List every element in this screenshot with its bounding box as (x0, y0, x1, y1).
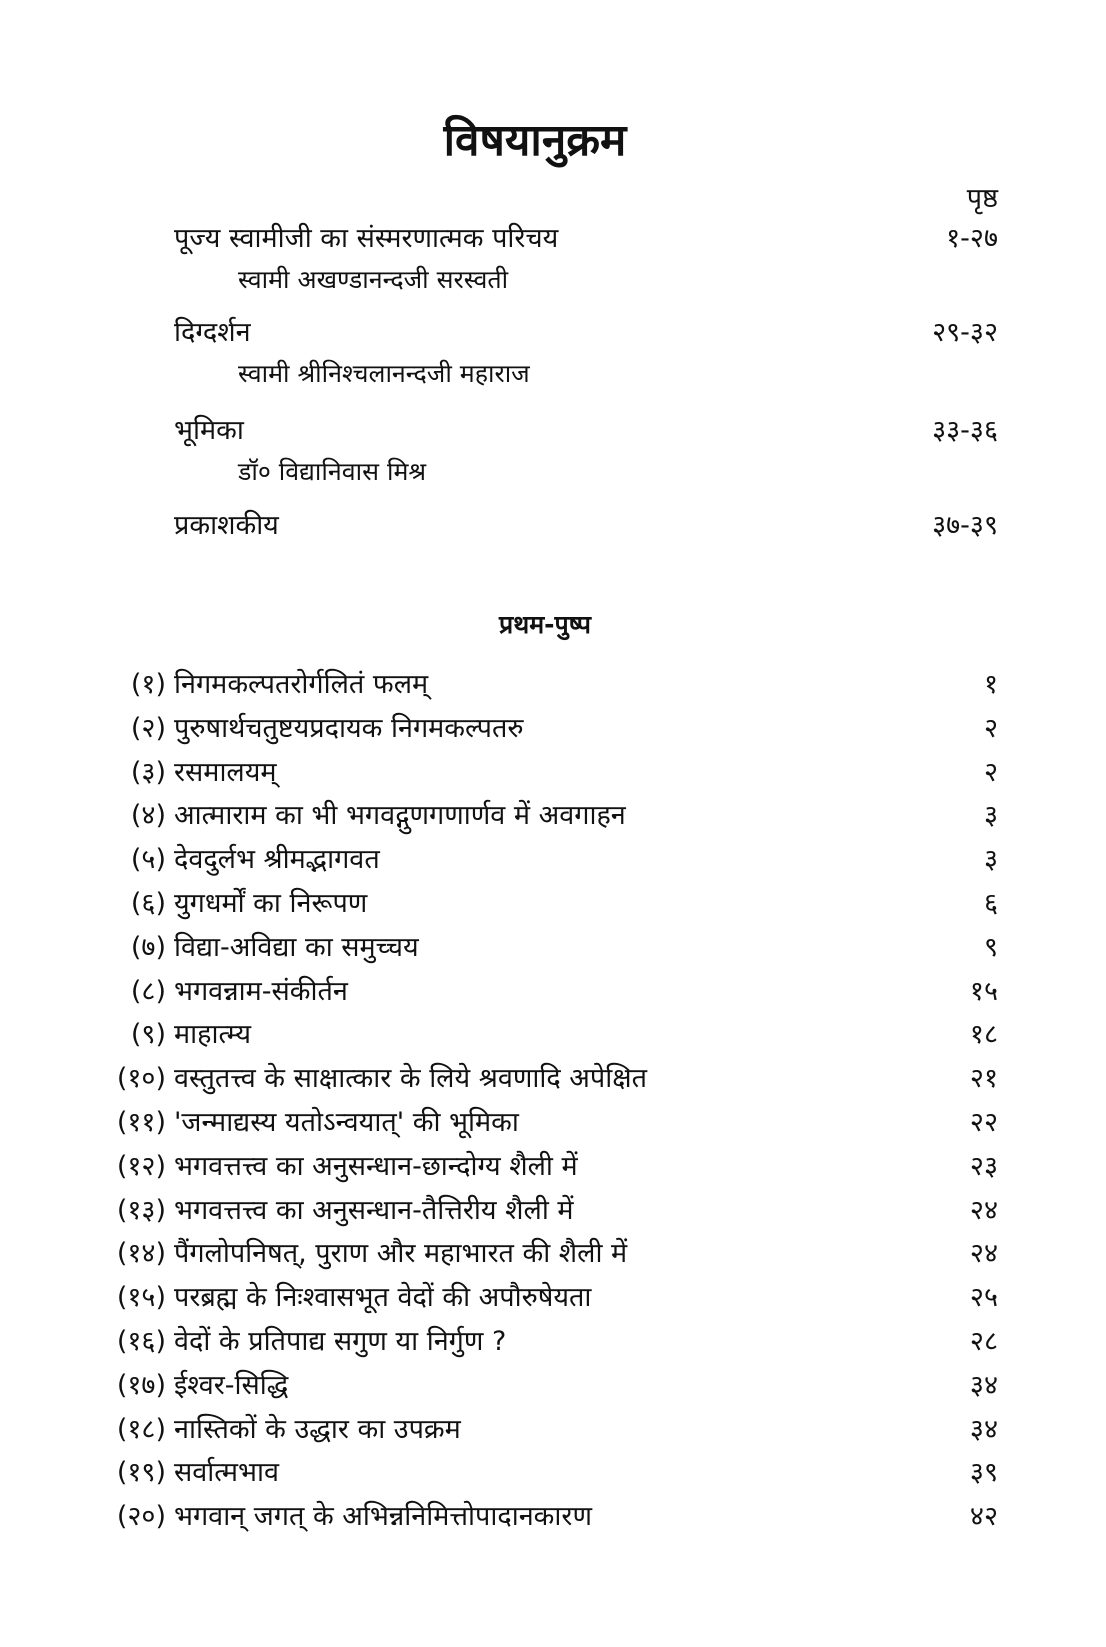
chapter-page: २४ (969, 1238, 998, 1270)
chapter-page: ३ (983, 844, 998, 876)
chapter-row (0, 883, 1106, 927)
chapter-title: भगवान् जगत् के अभिन्ननिमित्तोपादानकारण (174, 1501, 592, 1533)
chapter-number: (१६) (116, 1325, 166, 1357)
chapter-row (0, 1409, 1106, 1453)
chapter-page: ६ (983, 887, 998, 919)
front-matter-item (0, 410, 1106, 500)
chapter-page: ३४ (969, 1369, 998, 1401)
chapter-number: (१५) (116, 1282, 166, 1314)
chapter-list (0, 664, 1106, 1540)
chapter-page: १८ (969, 1019, 998, 1051)
chapter-title: 'जन्माद्यस्य यतोऽन्वयात्' की भूमिका (174, 1106, 519, 1138)
chapter-page: २ (983, 756, 998, 788)
chapter-number: (१७) (116, 1369, 166, 1401)
chapter-row (0, 1233, 1106, 1277)
chapter-row (0, 752, 1106, 796)
chapter-row (0, 1102, 1106, 1146)
chapter-page: ९ (983, 931, 998, 963)
front-matter-item (0, 312, 1106, 402)
chapter-title: आत्माराम का भी भगवद्गुणगणार्णव में अवगाहन (174, 800, 626, 832)
chapter-row (0, 1190, 1106, 1234)
chapter-row (0, 664, 1106, 708)
front-matter-page: २९-३२ (932, 317, 998, 348)
front-matter-page: १-२७ (946, 223, 998, 254)
chapter-title: युगधर्मों का निरूपण (174, 887, 368, 919)
front-matter-title: पूज्य स्वामीजी का संस्मरणात्मक परिचय (174, 223, 559, 254)
chapter-page: २ (983, 712, 998, 744)
chapter-number: (६) (130, 887, 166, 919)
front-matter-author: डॉ० विद्यानिवास मिश्र (238, 457, 427, 486)
chapter-row (0, 1365, 1106, 1409)
chapter-page: ३ (983, 800, 998, 832)
chapter-title: पुरुषार्थचतुष्टयप्रदायक निगमकल्पतरु (174, 712, 524, 744)
chapter-title: निगमकल्पतरोर्गलितं फलम् (174, 669, 429, 700)
chapter-number: (१३) (116, 1194, 166, 1226)
chapter-page: २२ (969, 1106, 998, 1138)
chapter-number: (११) (116, 1106, 166, 1138)
chapter-number: (२) (130, 712, 166, 744)
chapter-number: (१९) (116, 1457, 166, 1489)
front-matter-title: भूमिका (174, 415, 244, 446)
chapter-number: (३) (130, 756, 166, 788)
front-matter-author: स्वामी श्रीनिश्चलानन्दजी महाराज (238, 359, 530, 388)
front-matter-title: दिग्दर्शन (174, 317, 251, 348)
chapter-row (0, 1058, 1106, 1102)
chapter-title: पैंगलोपनिषत्, पुराण और महाभारत की शैली में (174, 1238, 628, 1270)
chapter-title: भगवत्तत्त्व का अनुसन्धान-छान्दोग्य शैली में (174, 1150, 578, 1182)
chapter-title: भगवत्तत्त्व का अनुसन्धान-तैत्तिरीय शैली में (174, 1194, 574, 1226)
chapter-title: ईश्वर-सिद्धि (174, 1369, 289, 1401)
chapter-row (0, 795, 1106, 839)
chapter-page: ३९ (969, 1457, 998, 1489)
front-matter-author: स्वामी अखण्डानन्दजी सरस्वती (238, 265, 509, 294)
section-title: प्रथम-पुष्प (499, 610, 591, 639)
page-column-header: पृष्ठ (966, 183, 998, 214)
chapter-row (0, 1014, 1106, 1058)
chapter-row (0, 839, 1106, 883)
chapter-title: वेदों के प्रतिपाद्य सगुण या निर्गुण ? (174, 1325, 507, 1357)
chapter-page: २८ (969, 1325, 998, 1357)
chapter-number: (१८) (116, 1413, 166, 1445)
chapter-number: (९) (130, 1019, 166, 1051)
chapter-row (0, 1321, 1106, 1365)
chapter-row (0, 927, 1106, 971)
chapter-title: वस्तुतत्त्व के साक्षात्कार के लिये श्रवणादि अपेक्षित (174, 1063, 647, 1095)
chapter-title: देवदुर्लभ श्रीमद्भागवत (174, 844, 380, 876)
chapter-title: माहात्म्य (174, 1019, 252, 1051)
front-matter-item (0, 218, 1106, 308)
chapter-title: परब्रह्म के निःश्वासभूत वेदों की अपौरुषेयता (174, 1282, 592, 1314)
chapter-title: रसमालयम् (174, 756, 277, 788)
chapter-page: २१ (969, 1063, 998, 1095)
chapter-number: (१२) (116, 1150, 166, 1182)
chapter-title: विद्या-अविद्या का समुच्चय (174, 931, 419, 963)
chapter-number: (१०) (116, 1063, 166, 1095)
chapter-page: ४२ (969, 1501, 998, 1533)
chapter-number: (७) (130, 931, 166, 963)
chapter-page: १ (983, 669, 998, 700)
chapter-title: भगवन्नाम-संकीर्तन (174, 975, 348, 1007)
chapter-page: ३४ (969, 1413, 998, 1445)
front-matter-title: प्रकाशकीय (174, 510, 279, 541)
chapter-page: २३ (969, 1150, 998, 1182)
page-title: विषयानुक्रम (443, 115, 627, 166)
chapter-row (0, 1496, 1106, 1540)
chapter-number: (४) (130, 800, 166, 832)
front-matter-page: ३७-३९ (932, 510, 998, 541)
chapter-row (0, 1146, 1106, 1190)
chapter-row (0, 1452, 1106, 1496)
front-matter-item (0, 505, 1106, 595)
chapter-title: नास्तिकों के उद्धार का उपक्रम (174, 1413, 461, 1445)
chapter-number: (१) (130, 669, 166, 700)
front-matter-page: ३३-३६ (932, 415, 998, 446)
chapter-page: २५ (969, 1282, 998, 1314)
chapter-row (0, 708, 1106, 752)
chapter-number: (८) (130, 975, 166, 1007)
chapter-number: (२०) (116, 1501, 166, 1533)
chapter-number: (५) (130, 844, 166, 876)
chapter-row (0, 971, 1106, 1015)
chapter-title: सर्वात्मभाव (174, 1457, 279, 1489)
chapter-number: (१४) (116, 1238, 166, 1270)
chapter-page: २४ (969, 1194, 998, 1226)
chapter-row (0, 1277, 1106, 1321)
chapter-page: १५ (969, 975, 998, 1007)
